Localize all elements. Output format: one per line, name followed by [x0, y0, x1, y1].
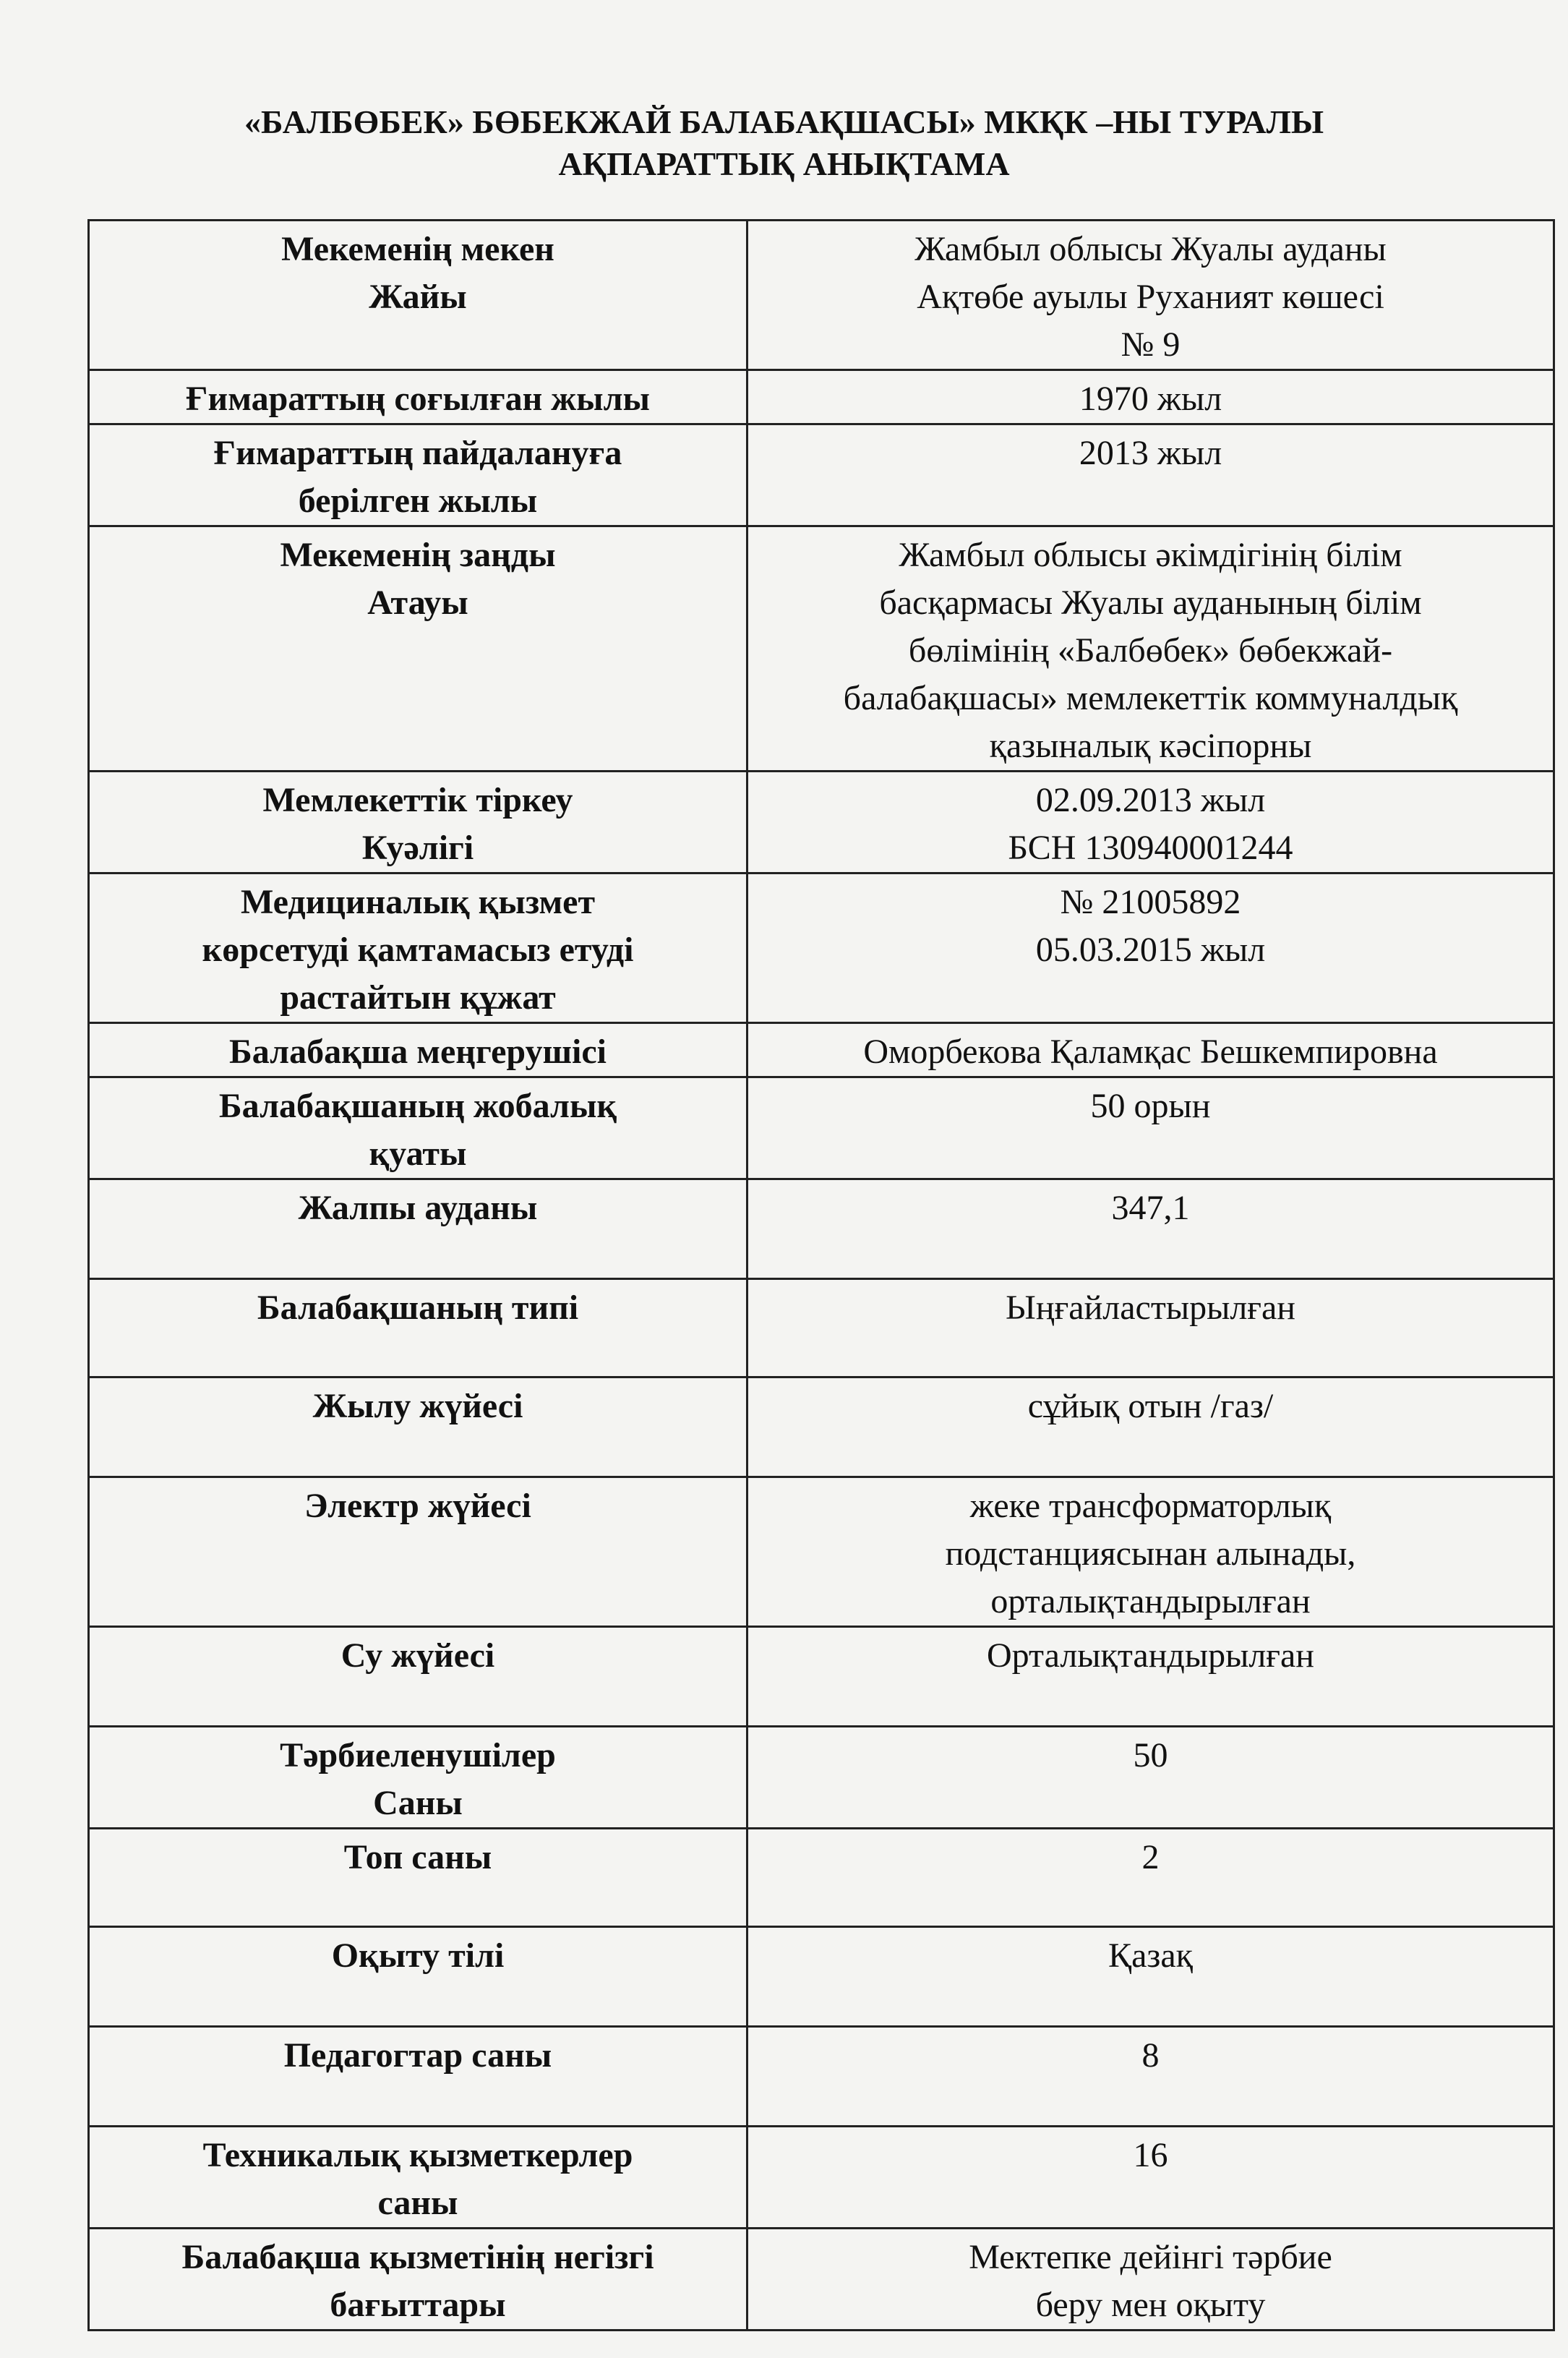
row-value: [747, 1377, 1554, 1477]
row-value-line: беру мен оқыту: [1035, 2286, 1266, 2324]
document-title: [0, 101, 1568, 185]
row-label: [89, 221, 747, 370]
row-label-line: Су жүйесі: [340, 1636, 495, 1675]
row-value-line: орталықтандырылған: [990, 1582, 1311, 1620]
row-value: [747, 1023, 1554, 1077]
row-label: [89, 772, 747, 873]
row-label-line: Мекеменің мекен: [281, 230, 554, 268]
row-value-line: № 9: [1121, 325, 1181, 364]
row-value: [747, 1279, 1554, 1377]
row-value: [747, 1477, 1554, 1627]
row-label-line: Топ саны: [343, 1838, 492, 1876]
row-label-line: Техникалық қызметкерлер: [202, 2136, 633, 2174]
table-row: [89, 1829, 1554, 1927]
table-row: [89, 370, 1554, 424]
row-label-line: Медициналық қызмет: [240, 883, 596, 921]
row-label-line: Жалпы ауданы: [298, 1189, 538, 1227]
row-value: [747, 1727, 1554, 1829]
row-label-line: берілген жылы: [298, 482, 538, 520]
row-value-line: 347,1: [1111, 1189, 1190, 1227]
row-label-line: Мемлекеттік тіркеу: [262, 781, 573, 819]
title-line-1: «БАЛБӨБЕК» БӨБЕКЖАЙ БАЛАБАҚШАСЫ» МКҚК –НЫ ТУРАЛЫ: [244, 103, 1324, 140]
row-value: [747, 1927, 1554, 2027]
row-value-line: 05.03.2015 жыл: [1035, 931, 1266, 969]
row-label: [89, 2229, 747, 2331]
row-value-line: № 21005892: [1060, 883, 1241, 921]
row-label-line: Куәлігі: [361, 829, 474, 867]
row-value-line: балабақшасы» мемлекеттік коммуналдық: [843, 679, 1458, 717]
row-value-line: сұйық отын /газ/: [1027, 1387, 1274, 1425]
row-value: [747, 2027, 1554, 2127]
row-label: [89, 1377, 747, 1477]
table-row: [89, 1727, 1554, 1829]
row-value-line: Орталықтандырылған: [987, 1636, 1314, 1675]
row-value: [747, 370, 1554, 424]
row-value-line: басқармасы Жуалы ауданының білім: [879, 584, 1422, 622]
row-value-line: подстанциясынан алынады,: [945, 1534, 1356, 1573]
table-row: [89, 2127, 1554, 2229]
row-value-line: Қазақ: [1108, 1936, 1193, 1975]
row-label: [89, 370, 747, 424]
row-value-line: 8: [1141, 2036, 1160, 2075]
table-row: [89, 526, 1554, 772]
table-row: [89, 1179, 1554, 1279]
row-label: [89, 1077, 747, 1179]
row-label-line: Жайы: [369, 278, 467, 316]
row-value-line: 16: [1133, 2136, 1168, 2174]
row-label-line: қуаты: [369, 1135, 467, 1173]
row-label-line: Балабақшаның типі: [257, 1289, 579, 1327]
info-table-body: [89, 221, 1554, 2331]
row-label-line: растайтын құжат: [280, 978, 556, 1017]
table-row: [89, 1627, 1554, 1727]
table-row: [89, 1927, 1554, 2027]
row-value: [747, 221, 1554, 370]
row-value-line: Ыңғайластырылған: [1006, 1289, 1295, 1327]
row-value-line: 50 орын: [1090, 1087, 1211, 1125]
info-table: [87, 219, 1555, 2331]
row-value-line: 1970 жыл: [1079, 380, 1222, 418]
row-label-line: көрсетуді қамтамасыз етуді: [202, 931, 634, 969]
row-label: [89, 1179, 747, 1279]
row-label-line: Балабақша меңгерушісі: [229, 1033, 607, 1071]
row-label-line: Жылу жүйесі: [312, 1387, 523, 1425]
table-row: [89, 1077, 1554, 1179]
table-row: [89, 424, 1554, 526]
row-label: [89, 1279, 747, 1377]
row-label-line: бағыттары: [330, 2286, 506, 2324]
row-label-line: Тәрбиеленушілер: [280, 1736, 556, 1774]
table-row: [89, 873, 1554, 1023]
row-value: [747, 1627, 1554, 1727]
row-value: [747, 2229, 1554, 2331]
table-row: [89, 1377, 1554, 1477]
row-label-line: Балабақшаның жобалық: [218, 1087, 617, 1125]
row-value: [747, 1829, 1554, 1927]
row-label: [89, 1023, 747, 1077]
row-label: [89, 526, 747, 772]
row-label: [89, 1927, 747, 2027]
table-row: [89, 1477, 1554, 1627]
table-row: [89, 1023, 1554, 1077]
row-label-line: Оқыту тілі: [331, 1936, 505, 1975]
row-value: [747, 772, 1554, 873]
row-label-line: Педагогтар саны: [283, 2036, 552, 2075]
row-value-line: Ақтөбе ауылы Руханият көшесі: [917, 278, 1384, 316]
table-row: [89, 772, 1554, 873]
row-label-line: саны: [377, 2184, 458, 2222]
table-row: [89, 1279, 1554, 1377]
row-label: [89, 873, 747, 1023]
row-label: [89, 1829, 747, 1927]
title-line-2: АҚПАРАТТЫҚ АНЫҚТАМА: [558, 145, 1010, 182]
row-value-line: 50: [1133, 1736, 1168, 1774]
row-label: [89, 1727, 747, 1829]
row-label: [89, 2027, 747, 2127]
row-value: [747, 424, 1554, 526]
row-value: [747, 1179, 1554, 1279]
row-value: [747, 1077, 1554, 1179]
row-label: [89, 2127, 747, 2229]
row-label-line: Мекеменің заңды: [280, 536, 556, 574]
row-label: [89, 1627, 747, 1727]
row-value-line: қазыналық кәсіпорны: [989, 727, 1312, 765]
row-label-line: Ғимараттың соғылған жылы: [186, 380, 650, 418]
row-label-line: Балабақша қызметінің негізгі: [181, 2238, 654, 2276]
row-value-line: 2: [1141, 1838, 1160, 1876]
row-value-line: Оморбекова Қаламқас Бешкемпировна: [863, 1033, 1438, 1071]
row-value-line: 2013 жыл: [1079, 434, 1222, 472]
row-label: [89, 424, 747, 526]
row-value-line: 02.09.2013 жыл: [1035, 781, 1266, 819]
row-value-line: Мектепке дейінгі тәрбие: [969, 2238, 1332, 2276]
row-label-line: Ғимараттың пайдалануға: [213, 434, 622, 472]
row-label-line: Саны: [373, 1784, 463, 1822]
row-value: [747, 873, 1554, 1023]
table-row: [89, 221, 1554, 370]
table-row: [89, 2027, 1554, 2127]
row-label-line: Электр жүйесі: [304, 1487, 531, 1525]
row-label: [89, 1477, 747, 1627]
row-value: [747, 2127, 1554, 2229]
row-value-line: Жамбыл облысы Жуалы ауданы: [914, 230, 1387, 268]
row-value-line: жеке трансформаторлық: [969, 1487, 1332, 1525]
row-label-line: Атауы: [367, 584, 468, 622]
row-value-line: бөлімінің «Балбөбек» бөбекжай-: [908, 631, 1393, 670]
row-value: [747, 526, 1554, 772]
row-value-line: БСН 130940001244: [1008, 829, 1293, 867]
table-row: [89, 2229, 1554, 2331]
row-value-line: Жамбыл облысы әкімдігінің білім: [899, 536, 1402, 574]
